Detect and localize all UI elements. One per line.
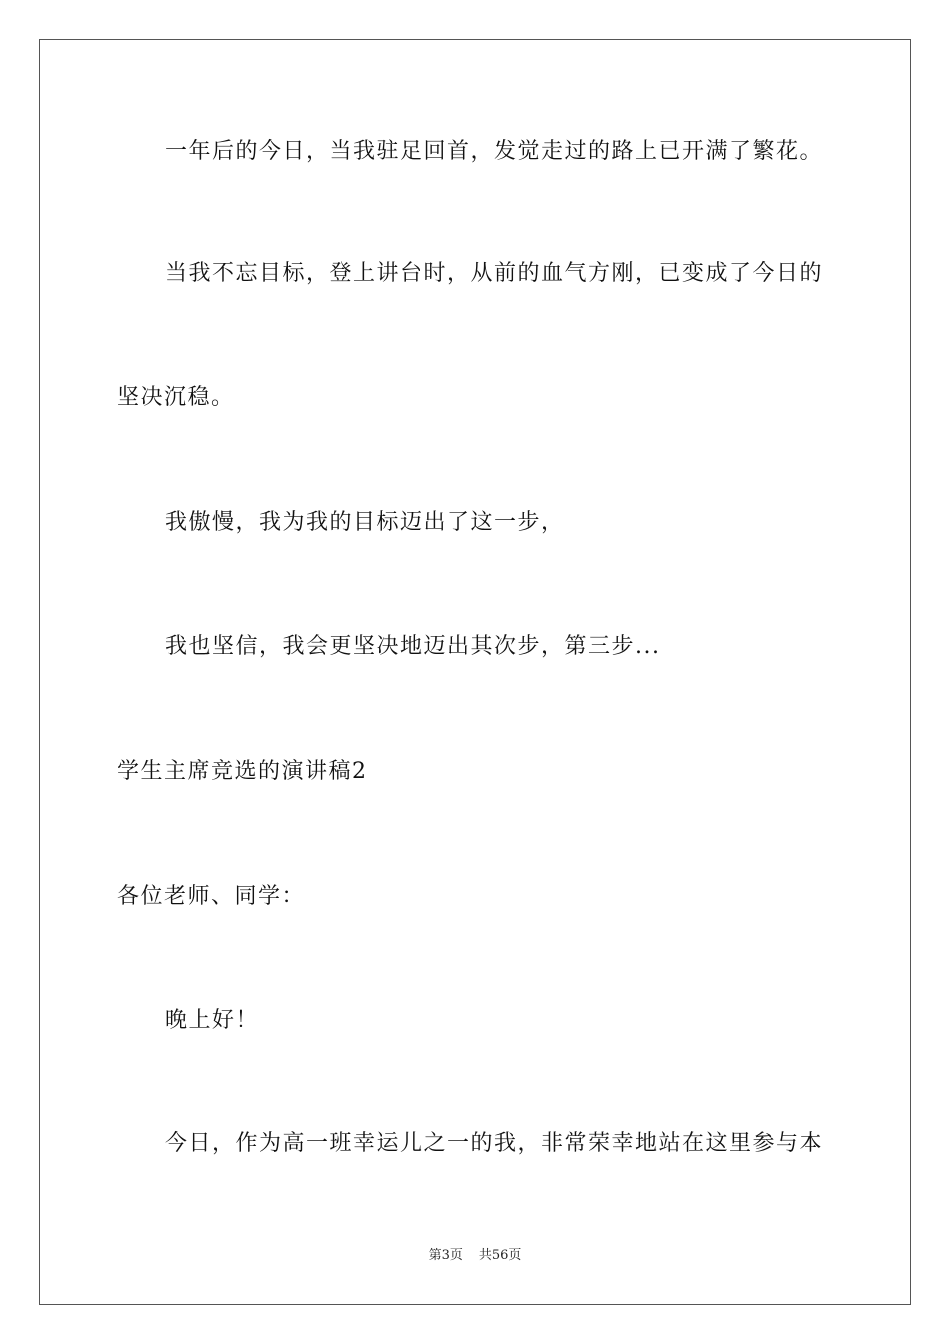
greeting-line: 晚上好！ (165, 1008, 260, 1033)
page-number: 第3页 (428, 1248, 463, 1263)
paragraph-line: 坚决沉稳。 (117, 385, 235, 410)
page-footer (0, 1247, 950, 1265)
salutation: 各位老师、同学： (117, 884, 306, 909)
paragraph-line: 当我不忘目标，登上讲台时，从前的血气方刚，已变成了今日的 (165, 261, 824, 286)
page-frame (39, 39, 911, 1305)
paragraph-line: 我傲慢，我为我的目标迈出了这一步， (165, 510, 565, 535)
page-total: 共56页 (478, 1248, 522, 1263)
paragraph-line: 今日，作为高一班幸运儿之一的我，非常荣幸地站在这里参与本 (165, 1131, 824, 1156)
paragraph-line: 我也坚信，我会更坚决地迈出其次步，第三步... (165, 634, 661, 659)
section-heading: 学生主席竞选的演讲稿2 (117, 759, 368, 784)
paragraph-line: 一年后的今日，当我驻足回首，发觉走过的路上已开满了繁花。 (165, 139, 824, 164)
